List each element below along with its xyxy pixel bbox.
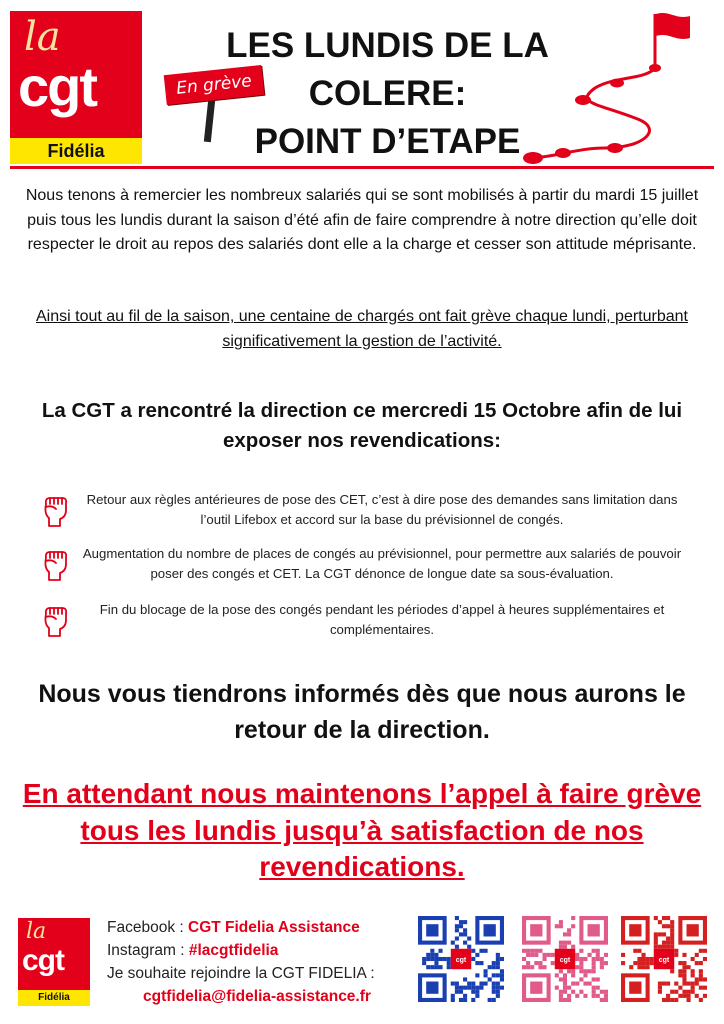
logo-cgt-text: cgt [18,55,96,118]
raised-fist-icon [40,544,70,582]
footer-logo-la-text: la [26,919,47,944]
path-to-flag-illustration [515,8,715,168]
logo-fidelia-band: Fidélia [10,138,142,164]
header-divider [10,166,714,169]
raised-fist-icon [40,600,70,638]
intro-paragraph: Nous tenons à remercier les nombreux salariés qui se sont mobilisés à partir du mardi 15 juillet puis tous les lundis durant la saison d’été afin de faire comprendre à notre direction qu’elle doit respecter le droit au repos des salariés dont elle a la charge et cesser son attitude méprisante. [25,187,699,253]
instagram-label: Instagram : [107,942,189,959]
intro-underlined-paragraph: Ainsi tout au fil de la saison, une centaine de chargés ont fait grève chaque lundi, perturbant significativement la gestion de l’activité. [36,308,688,350]
qr-code-facebook[interactable] [418,916,504,1002]
qr-cgt-badge-text: cgt [559,956,571,964]
demand-item [40,490,690,538]
demand-text: Retour aux règles antérieures de pose des CET, c’est à dire pose des demandes sans limitation dans l’outil Lifebox et accord sur la base du prévisionnel de congés. [86,492,678,527]
footer-contacts [107,916,407,1008]
facebook-line [107,916,407,939]
title-line-1: LES LUNDIS DE LA [226,26,549,65]
qr-code-join[interactable] [621,916,707,1002]
title-line-3: POINT D’ETAPE [254,122,521,161]
logo-la-text: la [24,14,61,60]
strike-sign: En grève [164,65,265,105]
demand-item [40,544,690,592]
footer-logo-cgt-text: cgt [22,944,64,977]
raised-fist-icon [40,490,70,528]
join-text: Je souhaite rejoindre la CGT FIDELIA : [107,965,375,982]
instagram-line [107,939,407,962]
cgt-fidelia-logo [10,11,142,164]
title-line-2: COLERE: [308,74,467,113]
strike-call-to-action: En attendant nous maintenons l’appel à faire grève tous les lundis jusqu’à satisfaction de nos revendications. [22,778,702,882]
demand-text: Augmentation du nombre de places de congés au prévisionnel, pour permettre aux salariés de pouvoir poser des congés et CET. La CGT dénonce de longue date sa sous-évaluation. [82,546,682,581]
facebook-label: Facebook : [107,919,188,936]
footer-logo-fidelia-band: Fidélia [18,990,90,1006]
inform-statement: Nous vous tiendrons informés dès que nous aurons le retour de la direction. [38,680,686,744]
qr-code-instagram[interactable] [522,916,608,1002]
demand-item [40,600,690,648]
qr-cgt-badge-text: cgt [658,956,670,964]
footer-cgt-logo [18,918,90,1006]
meeting-heading: La CGT a rencontré la direction ce mercredi 15 Octobre afin de lui exposer nos revendications: [41,399,683,452]
demand-text: Fin du blocage de la pose des congés pendant les périodes d’appel à heures supplémentaires et complémentaires. [99,602,665,637]
facebook-link[interactable]: CGT Fidelia Assistance [188,919,360,936]
instagram-link[interactable]: #lacgtfidelia [188,942,279,959]
email-link[interactable]: cgtfidelia@fidelia-assistance.fr [143,988,371,1005]
qr-cgt-badge-text: cgt [455,956,467,964]
